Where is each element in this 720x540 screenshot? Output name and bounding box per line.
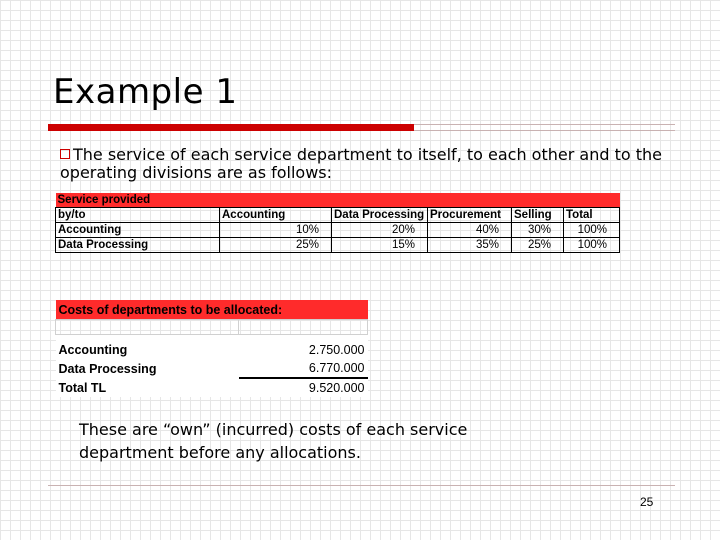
- service-band-label: Service provided: [56, 193, 220, 208]
- total-row: [56, 378, 368, 397]
- title-accent-bar: [48, 124, 414, 131]
- table-cell: 25%: [512, 238, 564, 253]
- table-cell: 30%: [512, 223, 564, 238]
- table-row: [56, 238, 620, 253]
- table-row: [56, 223, 620, 238]
- cost-banner-row: [56, 300, 368, 320]
- cost-banner-label: Costs of departments to be allocated:: [56, 300, 368, 320]
- slide-title: Example 1: [53, 72, 238, 112]
- table-cell: 100%: [564, 223, 620, 238]
- intro-paragraph: [60, 146, 680, 182]
- header-cell: Total: [564, 208, 620, 223]
- footer-divider: [48, 485, 675, 486]
- row-label: Accounting: [56, 223, 220, 238]
- service-provided-table: [55, 193, 620, 253]
- square-bullet-icon: [60, 149, 70, 159]
- cost-spacer-row: [56, 320, 368, 335]
- header-cell: Accounting: [220, 208, 332, 223]
- header-cell: Selling: [512, 208, 564, 223]
- table-cell: 10%: [220, 223, 332, 238]
- row-label: Data Processing: [56, 359, 239, 378]
- note-paragraph: These are “own” (incurred) costs of each service department before any allocations.: [79, 420, 468, 462]
- header-cell: Data Processing: [332, 208, 428, 223]
- table-cell: 15%: [332, 238, 428, 253]
- table-cell: 20%: [332, 223, 428, 238]
- table-cell: 6.770.000: [239, 359, 368, 378]
- header-cell: Procurement: [428, 208, 512, 223]
- table-cell: 40%: [428, 223, 512, 238]
- row-label: Data Processing: [56, 238, 220, 253]
- service-band-row: [56, 193, 620, 208]
- service-header-row: [56, 208, 620, 223]
- table-cell: 35%: [428, 238, 512, 253]
- costs-to-allocate-table: [55, 300, 368, 397]
- row-label: Total TL: [56, 378, 239, 397]
- table-row: [56, 335, 368, 360]
- table-row: [56, 359, 368, 378]
- intro-text: The service of each service department to itself, to each other and to the operating divisions are as follows:: [60, 145, 662, 182]
- table-cell: 2.750.000: [239, 335, 368, 360]
- table-cell: 25%: [220, 238, 332, 253]
- page-number: 25: [640, 495, 654, 509]
- table-cell: 100%: [564, 238, 620, 253]
- header-cell: by/to: [56, 208, 220, 223]
- total-value: 9.520.000: [239, 378, 368, 397]
- row-label: Accounting: [56, 335, 239, 360]
